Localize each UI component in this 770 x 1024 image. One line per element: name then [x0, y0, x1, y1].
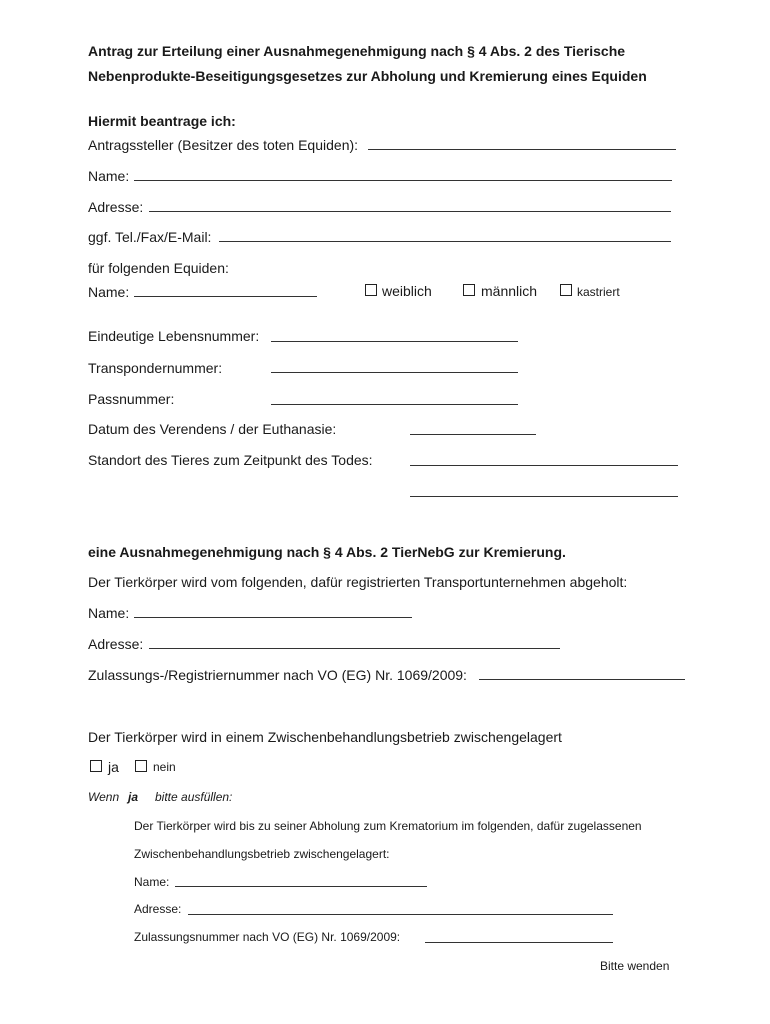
- transport-registration-label: Zulassungs-/Registriernummer nach VO (EG) Nr. 1069/2009:: [88, 667, 467, 683]
- transport-address-label: Adresse:: [88, 636, 144, 652]
- permit-heading: eine Ausnahmegenehmigung nach § 4 Abs. 2 TierNebG zur Kremierung.: [88, 544, 566, 560]
- death-date-field[interactable]: [410, 434, 536, 435]
- applicant-contact-field[interactable]: [219, 241, 671, 242]
- transponder-field[interactable]: [271, 372, 518, 373]
- owner-label: Antragssteller (Besitzer des toten Equiden):: [88, 137, 359, 153]
- location-field-line-2[interactable]: [410, 496, 678, 497]
- storage-detail-line-1: Der Tierkörper wird bis zu seiner Abholung zum Krematorium im folgenden, dafür zugelassenen: [134, 819, 642, 833]
- if-yes-word: ja: [128, 790, 139, 804]
- owner-field[interactable]: [368, 149, 676, 150]
- animal-heading: für folgenden Equiden:: [88, 260, 229, 276]
- male-checkbox[interactable]: [463, 284, 475, 296]
- applicant-address-label: Adresse:: [88, 199, 144, 215]
- form-title-line-1: Antrag zur Erteilung einer Ausnahmegenehmigung nach § 4 Abs. 2 des Tierische: [88, 43, 626, 59]
- storage-name-label: Name:: [134, 875, 170, 889]
- storage-address-label: Adresse:: [134, 902, 182, 916]
- applicant-name-field[interactable]: [134, 180, 672, 181]
- storage-detail-line-2: Zwischenbehandlungsbetrieb zwischengelagert:: [134, 847, 390, 861]
- storage-approval-label: Zulassungsnummer nach VO (EG) Nr. 1069/2009:: [134, 930, 401, 944]
- female-checkbox[interactable]: [365, 284, 377, 296]
- passport-label: Passnummer:: [88, 391, 175, 407]
- transponder-label: Transpondernummer:: [88, 360, 223, 376]
- transport-registration-field[interactable]: [479, 679, 685, 680]
- storage-approval-field[interactable]: [425, 942, 613, 943]
- form-title-line-2: Nebenprodukte-Beseitigungsgesetzes zur Abholung und Kremierung eines Equiden: [88, 68, 647, 84]
- applicant-address-field[interactable]: [149, 211, 671, 212]
- transport-name-field[interactable]: [134, 617, 412, 618]
- storage-yes-checkbox[interactable]: [90, 760, 102, 772]
- transport-address-field[interactable]: [149, 648, 560, 649]
- if-yes-prefix: Wenn: [88, 790, 120, 804]
- ueln-label: Eindeutige Lebensnummer:: [88, 328, 260, 344]
- applicant-heading: Hiermit beantrage ich:: [88, 113, 236, 129]
- applicant-contact-label: ggf. Tel./Fax/E-Mail:: [88, 229, 212, 245]
- storage-no-label: nein: [153, 760, 176, 774]
- transport-name-label: Name:: [88, 605, 130, 621]
- if-yes-suffix: bitte ausfüllen:: [155, 790, 233, 804]
- passport-field[interactable]: [271, 404, 518, 405]
- storage-address-field[interactable]: [188, 914, 613, 915]
- animal-name-label: Name:: [88, 284, 130, 300]
- storage-name-field[interactable]: [175, 886, 427, 887]
- applicant-name-label: Name:: [88, 168, 130, 184]
- castrated-label: kastriert: [577, 285, 620, 299]
- turn-over-note: Bitte wenden: [600, 959, 670, 973]
- location-field-line-1[interactable]: [410, 465, 678, 466]
- animal-name-field[interactable]: [134, 296, 317, 297]
- female-label: weiblich: [382, 283, 432, 299]
- male-label: männlich: [481, 283, 538, 299]
- transport-intro: Der Tierkörper wird vom folgenden, dafür registrierten Transportunternehmen abgeholt:: [88, 574, 628, 590]
- storage-question: Der Tierkörper wird in einem Zwischenbehandlungsbetrieb zwischengelagert: [88, 729, 562, 745]
- storage-yes-label: ja: [108, 759, 119, 775]
- storage-no-checkbox[interactable]: [135, 760, 147, 772]
- death-date-label: Datum des Verendens / der Euthanasie:: [88, 421, 337, 437]
- location-label: Standort des Tieres zum Zeitpunkt des Todes:: [88, 452, 373, 468]
- ueln-field[interactable]: [271, 341, 518, 342]
- castrated-checkbox[interactable]: [560, 284, 572, 296]
